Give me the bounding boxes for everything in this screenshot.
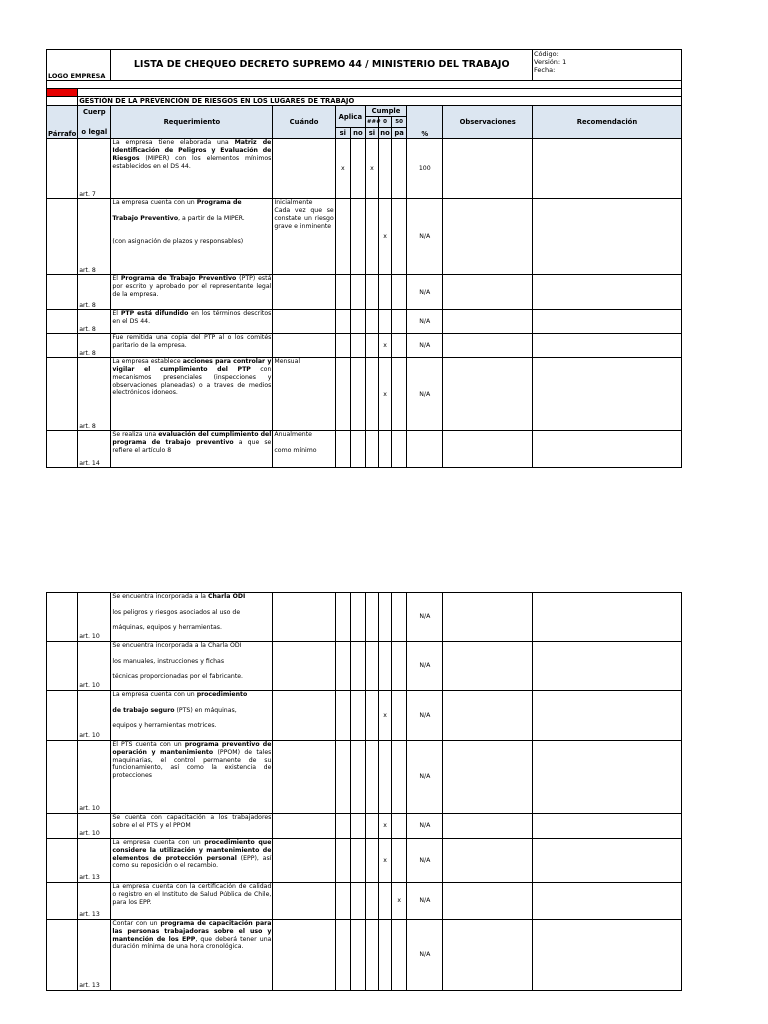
article-cell: art. 10 <box>78 593 111 642</box>
aplica-si-cell <box>335 814 350 839</box>
fecha-label: Fecha: <box>534 66 556 75</box>
recomendacion-cell <box>533 199 682 275</box>
when-cell <box>273 839 335 883</box>
observaciones-cell <box>443 139 533 199</box>
table-row <box>47 814 682 839</box>
when-cell <box>273 275 335 310</box>
observaciones-cell <box>443 275 533 310</box>
cumple-no-cell: x <box>379 691 392 741</box>
cumple-si-cell <box>365 431 378 468</box>
aplica-no-cell <box>350 920 365 991</box>
codigo-label: Código: <box>534 50 559 58</box>
cumple-no-cell <box>379 741 392 814</box>
article-cell: art. 10 <box>78 691 111 741</box>
cumple-no-cell: x <box>379 839 392 883</box>
requirement-cell: Se encuentra incorporada a la Charla ODI los manuales, instrucciones y fichas técnicas proporcionadas por el fabricante. <box>111 642 273 691</box>
cumple-pa-cell <box>392 814 407 839</box>
requirement-cell: Fue remitida una copia del PTP al o los comités paritario de la empresa. <box>111 334 273 358</box>
article-cell: art. 10 <box>78 814 111 839</box>
when-cell <box>273 741 335 814</box>
when-cell: Anualmente como mínimo <box>273 431 335 468</box>
recomendacion-cell <box>533 920 682 991</box>
table-row <box>47 334 682 358</box>
observaciones-cell <box>443 642 533 691</box>
parrafo-cell <box>47 920 78 991</box>
parrafo-cell <box>47 358 78 431</box>
col-aplica: Aplica <box>335 106 365 128</box>
spacer-row <box>47 81 682 89</box>
cumple-no-cell <box>378 139 391 199</box>
document-meta <box>533 50 682 81</box>
when-cell <box>273 883 335 920</box>
article-cell: art. 14 <box>78 431 111 468</box>
cumple-pa-cell <box>392 741 407 814</box>
table-row <box>47 883 682 920</box>
percent-cell: N/A <box>407 593 443 642</box>
recomendacion-cell <box>533 431 682 468</box>
cumple-pa-cell <box>392 199 407 275</box>
percent-cell: N/A <box>407 310 443 334</box>
requirement-cell: La empresa cuenta con un Programa de Trabajo Preventivo, a partir de la MIPER. (con asignación de plazos y responsables) <box>111 199 273 275</box>
cumple-si-cell <box>365 642 378 691</box>
observaciones-cell <box>443 358 533 431</box>
observaciones-cell <box>443 839 533 883</box>
parrafo-cell <box>47 839 78 883</box>
article-cell: art. 8 <box>78 358 111 431</box>
parrafo-cell <box>47 275 78 310</box>
cumple-no-cell <box>379 593 392 642</box>
cumple-pa-cell <box>392 334 407 358</box>
section-title: GESTIÓN DE LA PREVENCIÓN DE RIESGOS EN LOS LUGARES DE TRABAJO <box>78 97 682 106</box>
recomendacion-cell <box>533 691 682 741</box>
recomendacion-cell <box>533 642 682 691</box>
percent-cell: N/A <box>407 814 443 839</box>
aplica-si-cell <box>335 431 350 468</box>
observaciones-cell <box>443 310 533 334</box>
table-row <box>47 199 682 275</box>
parrafo-cell <box>47 883 78 920</box>
aplica-no-cell <box>350 691 365 741</box>
when-cell <box>273 920 335 991</box>
observaciones-cell <box>443 593 533 642</box>
table-row <box>47 431 682 468</box>
cumple-si-cell <box>365 199 378 275</box>
requirement-cell: El PTS cuenta con un programa preventivo de operación y mantenimiento (PPOM) de tales maquinarias, el control permanente de su funcionamiento, así como la existencia de protecciones <box>111 741 273 814</box>
requirement-cell: El PTP está difundido en los términos descritos en el DS 44. <box>111 310 273 334</box>
cumple-no-cell <box>378 275 391 310</box>
cumple-no-cell <box>378 431 391 468</box>
requirement-cell: La empresa cuenta con un procedimiento de trabajo seguro (PTS) en máquinas, equipos y herramientas motrices. <box>111 691 273 741</box>
aplica-no-cell <box>350 883 365 920</box>
cumple-si-cell <box>365 691 378 741</box>
when-cell <box>273 139 335 199</box>
when-cell <box>273 593 335 642</box>
article-cell: art. 8 <box>78 275 111 310</box>
table-row <box>47 839 682 883</box>
observaciones-cell <box>443 431 533 468</box>
percent-cell: N/A <box>407 883 443 920</box>
table-row <box>47 358 682 431</box>
observaciones-cell <box>443 691 533 741</box>
cumple-pa-cell <box>392 139 407 199</box>
recomendacion-cell <box>533 139 682 199</box>
bottom-rows <box>47 593 682 991</box>
aplica-si-cell <box>335 199 350 275</box>
cumple-si-cell <box>365 883 378 920</box>
requirement-cell: Se encuentra incorporada a la Charla ODI los peligros y riesgos asociados al uso de máquinas, equipos y herramientas. <box>111 593 273 642</box>
when-cell <box>273 334 335 358</box>
percent-cell: 100 <box>407 139 443 199</box>
when-cell: Mensual <box>273 358 335 431</box>
table-row <box>47 741 682 814</box>
aplica-si-cell <box>335 839 350 883</box>
percent-cell: N/A <box>407 358 443 431</box>
observaciones-cell <box>443 334 533 358</box>
article-cell: art. 13 <box>78 839 111 883</box>
recomendacion-cell <box>533 839 682 883</box>
parrafo-cell <box>47 691 78 741</box>
col-cumple: Cumple <box>365 106 406 117</box>
aplica-si-cell <box>335 593 350 642</box>
aplica-no-cell <box>350 139 365 199</box>
cumple-pa-cell <box>392 593 407 642</box>
cumple-pa-cell <box>392 310 407 334</box>
parrafo-cell <box>47 139 78 199</box>
cumple-no-cell: x <box>379 814 392 839</box>
parrafo-cell <box>47 334 78 358</box>
aplica-si-cell <box>335 642 350 691</box>
aplica-no-cell <box>350 358 365 431</box>
aplica-si-cell <box>335 691 350 741</box>
col-observaciones: Observaciones <box>443 106 533 139</box>
aplica-si-cell <box>335 275 350 310</box>
cumple-si-cell <box>365 920 378 991</box>
percent-cell: N/A <box>407 741 443 814</box>
spacer-row-2 <box>78 89 682 97</box>
percent-cell: N/A <box>407 642 443 691</box>
article-cell: art. 10 <box>78 642 111 691</box>
percent-cell: N/A <box>407 839 443 883</box>
observaciones-cell <box>443 741 533 814</box>
red-marker <box>47 89 78 97</box>
percent-cell: N/A <box>407 691 443 741</box>
cumple-pa-cell <box>392 642 407 691</box>
aplica-si-cell <box>335 310 350 334</box>
article-cell: art. 10 <box>78 741 111 814</box>
cumple-no-cell <box>379 883 392 920</box>
aplica-no-cell <box>350 431 365 468</box>
version-label: Versión: 1 <box>534 58 567 67</box>
article-cell: art. 13 <box>78 883 111 920</box>
table-row <box>47 139 682 199</box>
cumple-pa-cell <box>392 691 407 741</box>
when-cell: Inicialmente Cada vez que se constate un riesgo grave e inminente <box>273 199 335 275</box>
article-cell: art. 13 <box>78 920 111 991</box>
percent-cell: N/A <box>407 334 443 358</box>
parrafo-cell <box>47 593 78 642</box>
cumple-si-cell <box>365 334 378 358</box>
aplica-si-cell <box>335 358 350 431</box>
observaciones-cell <box>443 814 533 839</box>
parrafo-cell <box>47 199 78 275</box>
checklist-table-top: LOGO EMPRESA LISTA DE CHEQUEO DECRETO SUPREMO 44 / MINISTERIO DEL TRABAJO Código: Versión: 1 Fecha: GESTIÓN DE LA PREVENCIÓN DE RIESGOS EN LOS LUGARES DE TRABAJO Párrafo Cuerp o legal Requerimiento Cuándo Aplica Cumple % Observaciones Recomendación ### 0 50 si no si no pa art. 7 La empresa tiene elaborada una Matriz de Identificación de Peligros y Evaluación de Riesgos (MIPER) con los elementos mínimos establecidos en el DS 44. x x 100 art. 8 La empresa cuenta con un Programa de Trabajo Preventivo, a partir de la MIPER. (con asignación de plazos y responsables) Inicialmente Cada vez que se constate un riesgo grave e inminente x N/A art. 8 El Programa de Trabajo Preventivo (PTP) está por escrito y aprobado por el representante legal de la empresa. N/A art. 8 El PTP está difundido en los términos descritos en el DS 44. N/A art. 8 Fue remitida una copia del PTP al o los comités paritario de la empresa. x N/A art. 8 La empresa establece acciones para controlar y vigilar el cumplimiento del PTP con mecanismos presenciales (inspecciones y observaciones planeadas) o a traves de medios electrónicos idoneos. Mensual x N/A art. 14 Se realiza una evaluación del cumplimiento del programa de trabajo preventivo a que se refiere el artículo 8 Anualmente como mínimo <box>46 49 682 468</box>
cumple-pa-cell <box>392 358 407 431</box>
aplica-si-cell <box>335 741 350 814</box>
aplica-no-cell <box>350 310 365 334</box>
observaciones-cell <box>443 883 533 920</box>
cumple-no-cell <box>379 642 392 691</box>
cumple-si-cell <box>365 275 378 310</box>
cumple-pa-cell <box>392 839 407 883</box>
aplica-si-cell: x <box>335 139 350 199</box>
when-cell <box>273 814 335 839</box>
percent-cell: N/A <box>407 275 443 310</box>
cumple-pa-cell <box>392 920 407 991</box>
col-recomendacion: Recomendación <box>533 106 682 139</box>
cumple-si-cell <box>365 358 378 431</box>
observaciones-cell <box>443 920 533 991</box>
table-row <box>47 310 682 334</box>
logo-placeholder: LOGO EMPRESA <box>47 50 111 81</box>
recomendacion-cell <box>533 814 682 839</box>
recomendacion-cell <box>533 883 682 920</box>
aplica-no-cell <box>350 642 365 691</box>
requirement-cell: El Programa de Trabajo Preventivo (PTP) está por escrito y aprobado por el representante legal de la empresa. <box>111 275 273 310</box>
when-cell <box>273 691 335 741</box>
aplica-no-cell <box>350 814 365 839</box>
cumple-si-cell <box>365 310 378 334</box>
requirement-cell: Se realiza una evaluación del cumplimiento del programa de trabajo preventivo a que se refiere el artículo 8 <box>111 431 273 468</box>
col-cuando: Cuándo <box>273 106 335 139</box>
cumple-pa-cell <box>392 275 407 310</box>
recomendacion-cell <box>533 593 682 642</box>
top-rows <box>47 139 682 468</box>
cumple-si-cell <box>365 741 378 814</box>
when-cell <box>273 310 335 334</box>
requirement-cell: La empresa cuenta con la certificación de calidad o registro en el Instituto de Salud Pública de Chile, para los EPP. <box>111 883 273 920</box>
requirement-cell: La empresa establece acciones para controlar y vigilar el cumplimiento del PTP con mecanismos presenciales (inspecciones y observaciones planeadas) o a traves de medios electrónicos idoneos. <box>111 358 273 431</box>
aplica-no-cell <box>350 275 365 310</box>
percent-cell: N/A <box>407 920 443 991</box>
aplica-si-cell <box>335 920 350 991</box>
parrafo-cell <box>47 431 78 468</box>
cumple-no-cell: x <box>378 334 391 358</box>
parrafo-cell <box>47 814 78 839</box>
article-cell: art. 8 <box>78 310 111 334</box>
parrafo-cell <box>47 642 78 691</box>
requirement-cell: Se cuenta con capacitación a los trabajadores sobre el el PTS y el PPOM <box>111 814 273 839</box>
table-row <box>47 691 682 741</box>
recomendacion-cell <box>533 310 682 334</box>
parrafo-cell <box>47 741 78 814</box>
aplica-si-cell <box>335 883 350 920</box>
cumple-si-cell <box>365 814 378 839</box>
recomendacion-cell <box>533 275 682 310</box>
aplica-no-cell <box>350 593 365 642</box>
requirement-cell: La empresa cuenta con un procedimiento que considere la utilización y mantenimiento de elementos de protección personal (EPP), así como su reposición o el recambio. <box>111 839 273 883</box>
cumple-si-cell <box>365 839 378 883</box>
observaciones-cell <box>443 199 533 275</box>
table-row <box>47 642 682 691</box>
recomendacion-cell <box>533 741 682 814</box>
col-requerimiento: Requerimiento <box>111 106 273 139</box>
article-cell: art. 8 <box>78 199 111 275</box>
requirement-cell: Contar con un programa de capacitación para las personas trabajadoras sobre el uso y mantención de los EPP, que deberá tener una duración mínima de una hora cronológica. <box>111 920 273 991</box>
aplica-no-cell <box>350 199 365 275</box>
table-row <box>47 920 682 991</box>
checklist-table-bottom <box>46 592 682 991</box>
recomendacion-cell <box>533 334 682 358</box>
cumple-no-cell: x <box>378 199 391 275</box>
requirement-cell: La empresa tiene elaborada una Matriz de Identificación de Peligros y Evaluación de Riesgos (MIPER) con los elementos mínimos establecidos en el DS 44. <box>111 139 273 199</box>
cumple-no-cell <box>379 920 392 991</box>
article-cell: art. 7 <box>78 139 111 199</box>
percent-cell <box>407 431 443 468</box>
aplica-no-cell <box>350 741 365 814</box>
recomendacion-cell <box>533 358 682 431</box>
article-cell: art. 8 <box>78 334 111 358</box>
table-row <box>47 275 682 310</box>
document-title: LISTA DE CHEQUEO DECRETO SUPREMO 44 / MINISTERIO DEL TRABAJO <box>111 50 533 81</box>
cumple-no-cell: x <box>378 358 391 431</box>
parrafo-cell <box>47 310 78 334</box>
percent-cell: N/A <box>407 199 443 275</box>
col-cuerpo-legal: Cuerp o legal <box>78 106 111 139</box>
cumple-pa-cell: x <box>392 883 407 920</box>
cumple-si-cell <box>365 593 378 642</box>
aplica-no-cell <box>350 334 365 358</box>
cumple-no-cell <box>378 310 391 334</box>
col-parrafo: Párrafo <box>47 106 78 139</box>
table-row <box>47 593 682 642</box>
aplica-no-cell <box>350 839 365 883</box>
when-cell <box>273 642 335 691</box>
cumple-si-cell: x <box>365 139 378 199</box>
aplica-si-cell <box>335 334 350 358</box>
col-pct: % <box>407 106 443 139</box>
cumple-pa-cell <box>392 431 407 468</box>
